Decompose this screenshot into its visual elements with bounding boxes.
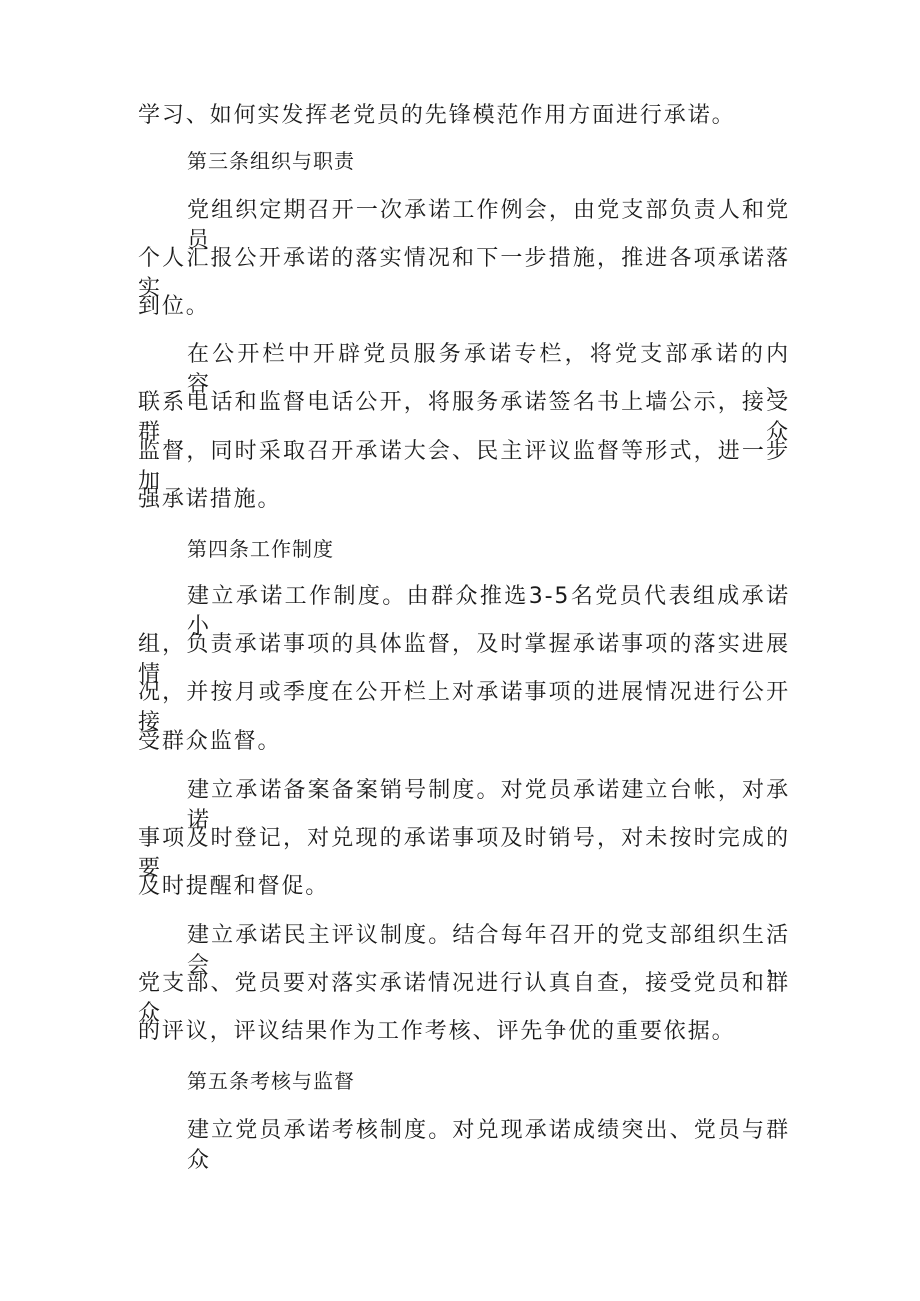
- section-heading-4: 第四条工作制度: [187, 537, 334, 561]
- text-line: 党支部、党员要对落实承诺情况进行认真自查，接受党员和群众: [138, 971, 790, 1026]
- text-line: 建立承诺民主评议制度。结合每年召开的党支部组织生活会，: [187, 923, 790, 978]
- text-line: 组，负责承诺事项的具体监督，及时掌握承诺事项的落实进展情: [138, 632, 790, 687]
- text-line: 到位。: [138, 294, 210, 319]
- text-line: 况，并按月或季度在公开栏上对承诺事项的进展情况进行公开接: [138, 680, 790, 735]
- text-line: 联系电话和监督电话公开，将服务承诺签名书上墙公示，接受群众: [138, 390, 790, 445]
- text-line: 事项及时登记，对兑现的承诺事项及时销号，对未按时完成的要: [138, 826, 790, 881]
- text-line: 受群众监督。: [138, 729, 282, 754]
- text-line: 的评议，评议结果作为工作考核、评先争优的重要依据。: [138, 1019, 736, 1044]
- text-line: 建立承诺备案备案销号制度。对党员承诺建立台帐，对承诺: [187, 778, 790, 833]
- text-line: 建立承诺工作制度。由群众推选3-5名党员代表组成承诺小: [187, 584, 790, 639]
- text-line: 党组织定期召开一次承诺工作例会，由党支部负责人和党员: [187, 198, 790, 253]
- text-line: 监督，同时采取召开承诺大会、民主评议监督等形式，进一步加: [138, 439, 790, 494]
- text-line: 个人汇报公开承诺的落实情况和下一步措施，推进各项承诺落实: [138, 246, 790, 301]
- text-line: 及时提醒和督促。: [138, 874, 330, 899]
- text-line: 在公开栏中开辟党员服务承诺专栏，将党支部承诺的内容、: [187, 342, 790, 397]
- text-line: 学习、如何实发挥老党员的先锋模范作用方面进行承诺。: [138, 103, 736, 128]
- section-heading-5: 第五条考核与监督: [187, 1069, 355, 1093]
- text-line: 强承诺措施。: [138, 487, 282, 512]
- section-heading-3: 第三条组织与职责: [187, 149, 355, 173]
- text-line: 建立党员承诺考核制度。对兑现承诺成绩突出、党员与群众: [187, 1118, 790, 1173]
